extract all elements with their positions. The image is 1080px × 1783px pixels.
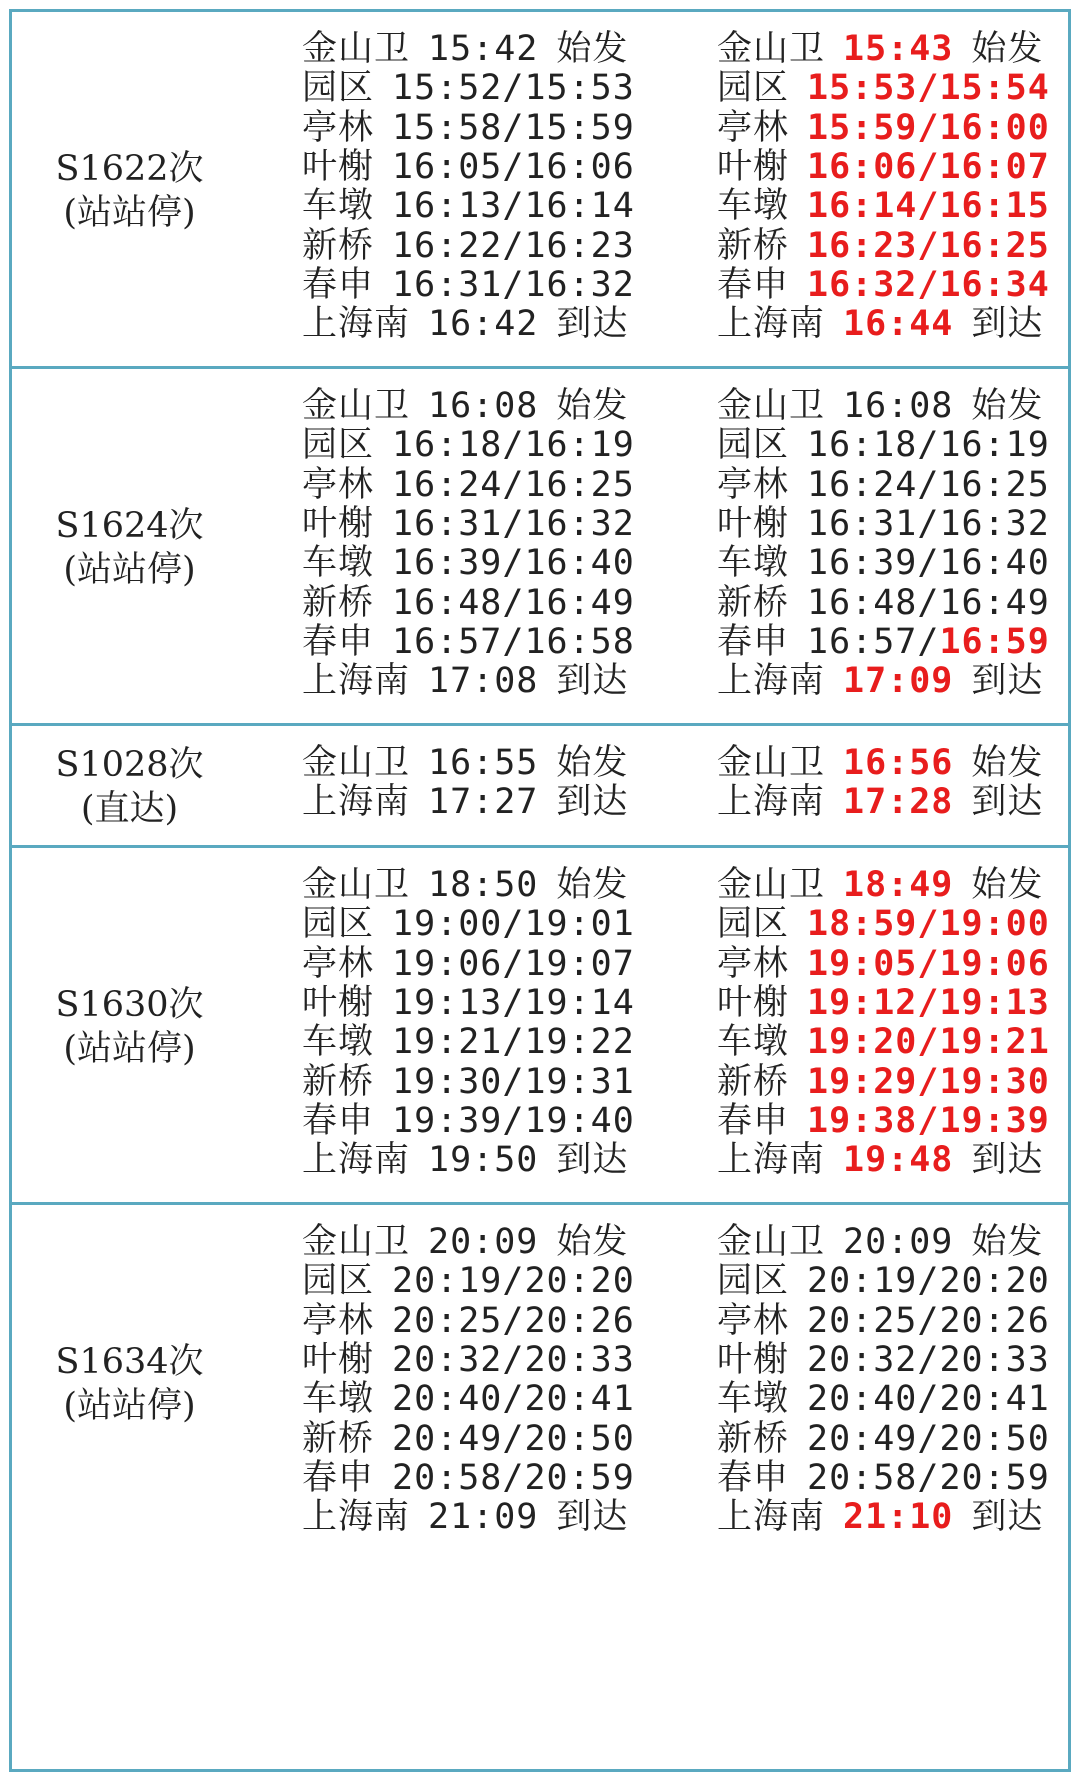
- stop-row: [302, 1377, 635, 1421]
- stop-row: [302, 1299, 635, 1343]
- stop-time: 19:48: [843, 1140, 954, 1181]
- stop-row: [302, 741, 628, 785]
- stop-time: 20:25/20:26: [807, 1300, 1050, 1341]
- train-label: [12, 147, 247, 235]
- stop-row: [302, 780, 628, 824]
- stop-time: 16:56: [843, 743, 954, 783]
- station-name: 新桥: [302, 225, 375, 266]
- station-name: 亭林: [302, 943, 375, 984]
- station-name: 金山卫: [302, 865, 411, 905]
- stop-time: 17:27: [428, 782, 539, 823]
- station-name: 金山卫: [302, 386, 411, 426]
- station-name: 金山卫: [717, 1222, 826, 1262]
- stop-note: 始发: [556, 1222, 629, 1262]
- stop-note: 始发: [556, 865, 629, 905]
- station-name: 春申: [717, 1457, 790, 1498]
- station-name: 金山卫: [717, 29, 826, 69]
- stop-time: 20:09: [843, 1222, 954, 1262]
- stop-time: 15:52/15:53: [392, 68, 635, 109]
- stop-time: 16:55: [428, 743, 539, 783]
- stop-time: 20:40/20:41: [392, 1379, 635, 1420]
- station-name: 亭林: [302, 107, 375, 148]
- station-name: 金山卫: [717, 865, 826, 905]
- stop-time: 16:48/16:49: [807, 582, 1050, 623]
- stop-time: 20:19/20:20: [807, 1261, 1050, 1302]
- stop-time: 20:58/20:59: [807, 1457, 1050, 1498]
- stop-time: 20:58/20:59: [392, 1457, 635, 1498]
- station-name: 亭林: [302, 464, 375, 505]
- stop-time: 18:59/19:00: [807, 904, 1050, 945]
- stop-row: [302, 224, 635, 268]
- station-name: 园区: [302, 425, 375, 466]
- stop-row: [717, 581, 1050, 625]
- stop-row: [717, 1259, 1050, 1303]
- stop-time: 19:00/19:01: [392, 904, 635, 945]
- stop-row: [717, 384, 1043, 428]
- station-name: 新桥: [717, 225, 790, 266]
- station-name: 叶榭: [302, 982, 375, 1023]
- stop-time: 15:53/15:54: [807, 68, 1050, 109]
- stop-time: 19:29/19:30: [807, 1061, 1050, 1102]
- station-name: 新桥: [302, 1418, 375, 1459]
- stop-note: 始发: [556, 386, 629, 426]
- station-name: 车墩: [302, 543, 375, 584]
- stop-time: 21:10: [843, 1497, 954, 1538]
- station-name: 园区: [302, 1261, 375, 1302]
- stop-time: 19:50: [428, 1140, 539, 1181]
- stop-row: [717, 659, 1043, 703]
- stop-row: [302, 66, 635, 110]
- train-label: [12, 983, 247, 1071]
- stop-time: 16:42: [428, 304, 539, 345]
- stop-row: [717, 224, 1050, 268]
- station-name: 金山卫: [302, 743, 411, 783]
- stop-row: [717, 780, 1043, 824]
- stop-note: 始发: [556, 743, 629, 783]
- stop-row: [302, 942, 635, 986]
- stop-note: 到达: [556, 1497, 629, 1538]
- stop-time: 15:59/16:00: [807, 107, 1050, 148]
- stop-row: [717, 1020, 1050, 1064]
- train-section: [12, 1205, 1068, 1562]
- train-type: (站站停): [63, 549, 196, 590]
- stop-row: [717, 741, 1043, 785]
- stop-time: 16:22/16:23: [392, 225, 635, 266]
- station-name: 叶榭: [302, 503, 375, 544]
- stop-time: 19:06/19:07: [392, 943, 635, 984]
- stop-note: 到达: [556, 661, 629, 702]
- stop-time: 15:58/15:59: [392, 107, 635, 148]
- station-name: 园区: [717, 904, 790, 945]
- station-name: 金山卫: [717, 743, 826, 783]
- station-name: 上海南: [302, 1140, 411, 1181]
- stop-row: [717, 27, 1043, 71]
- station-name: 园区: [717, 425, 790, 466]
- stop-time: 17:28: [843, 782, 954, 823]
- stop-time: 16:13/16:14: [392, 186, 635, 227]
- station-name: 园区: [717, 68, 790, 109]
- station-name: 金山卫: [717, 386, 826, 426]
- station-name: 新桥: [302, 582, 375, 623]
- station-name: 春申: [302, 264, 375, 305]
- stop-time: 16:08: [843, 386, 954, 426]
- stop-time: 16:31/16:32: [392, 503, 635, 544]
- stop-row: [302, 1495, 628, 1539]
- stop-row: [302, 384, 628, 428]
- stop-row: [717, 1495, 1043, 1539]
- station-name: 春申: [717, 1100, 790, 1141]
- station-name: 上海南: [302, 782, 411, 823]
- stop-row: [302, 902, 635, 946]
- station-name: 叶榭: [717, 982, 790, 1023]
- stop-row: [717, 1338, 1050, 1382]
- station-name: 园区: [302, 904, 375, 945]
- stop-time-changed: 16:59: [939, 621, 1050, 662]
- stop-row: [302, 1417, 635, 1461]
- stop-time: 20:25/20:26: [392, 1300, 635, 1341]
- stop-time: 20:40/20:41: [807, 1379, 1050, 1420]
- station-name: 车墩: [717, 186, 790, 227]
- stop-time: 16:24/16:25: [807, 464, 1050, 505]
- stop-row: [302, 1220, 628, 1264]
- station-name: 上海南: [302, 661, 411, 702]
- station-name: 春申: [717, 264, 790, 305]
- station-name: 叶榭: [717, 1339, 790, 1380]
- stop-row: [302, 263, 635, 307]
- stop-time: 16:57/: [807, 621, 940, 662]
- stop-row: [717, 463, 1050, 507]
- station-name: 车墩: [302, 186, 375, 227]
- stop-time: 16:57/16:58: [392, 621, 635, 662]
- station-name: 金山卫: [302, 1222, 411, 1262]
- stop-row: [717, 620, 1050, 664]
- train-section: [12, 369, 1068, 726]
- stop-row: [717, 863, 1043, 907]
- stop-row: [302, 620, 635, 664]
- timetable: [9, 9, 1071, 1772]
- stop-time: 16:08: [428, 386, 539, 426]
- station-name: 春申: [302, 621, 375, 662]
- stop-row: [302, 463, 635, 507]
- stop-note: 到达: [556, 304, 629, 345]
- stop-row: [717, 263, 1050, 307]
- stop-note: 到达: [971, 661, 1044, 702]
- station-name: 叶榭: [302, 146, 375, 187]
- stop-time: 20:09: [428, 1222, 539, 1262]
- station-name: 亭林: [717, 943, 790, 984]
- stop-row: [302, 184, 635, 228]
- stop-row: [302, 423, 635, 467]
- stop-note: 到达: [971, 304, 1044, 345]
- stop-row: [717, 981, 1050, 1025]
- stop-row: [717, 106, 1050, 150]
- stop-note: 始发: [971, 1222, 1044, 1262]
- stop-row: [302, 863, 628, 907]
- stop-time: 19:30/19:31: [392, 1061, 635, 1102]
- station-name: 上海南: [717, 304, 826, 345]
- station-name: 新桥: [302, 1061, 375, 1102]
- stop-time: 19:05/19:06: [807, 943, 1050, 984]
- station-name: 车墩: [717, 1022, 790, 1063]
- station-name: 春申: [302, 1457, 375, 1498]
- train-number: S1634次: [55, 1341, 204, 1382]
- station-name: 上海南: [717, 1140, 826, 1181]
- stop-row: [717, 1138, 1043, 1182]
- stop-time: 19:39/19:40: [392, 1100, 635, 1141]
- stop-row: [717, 1099, 1050, 1143]
- stop-time: 20:32/20:33: [392, 1339, 635, 1380]
- stop-time: 16:32/16:34: [807, 264, 1050, 305]
- stop-time: 20:19/20:20: [392, 1261, 635, 1302]
- station-name: 春申: [302, 1100, 375, 1141]
- stop-row: [717, 1060, 1050, 1104]
- stop-row: [302, 1020, 635, 1064]
- stop-row: [302, 1456, 635, 1500]
- train-type: (站站停): [63, 192, 196, 233]
- stop-row: [302, 981, 635, 1025]
- station-name: 叶榭: [302, 1339, 375, 1380]
- stop-time: 16:48/16:49: [392, 582, 635, 623]
- station-name: 叶榭: [717, 503, 790, 544]
- stop-row: [717, 1456, 1050, 1500]
- stop-time: 16:14/16:15: [807, 186, 1050, 227]
- stop-time: 20:49/20:50: [807, 1418, 1050, 1459]
- stop-time: 19:20/19:21: [807, 1022, 1050, 1063]
- stop-row: [717, 1377, 1050, 1421]
- stop-row: [717, 302, 1043, 346]
- station-name: 车墩: [717, 1379, 790, 1420]
- stop-time: 20:49/20:50: [392, 1418, 635, 1459]
- station-name: 新桥: [717, 582, 790, 623]
- stop-note: 始发: [971, 865, 1044, 905]
- station-name: 上海南: [302, 1497, 411, 1538]
- stop-time: 18:50: [428, 865, 539, 905]
- stop-note: 到达: [971, 782, 1044, 823]
- train-number: S1624次: [55, 505, 204, 546]
- stop-row: [302, 502, 635, 546]
- stop-row: [302, 302, 628, 346]
- station-name: 亭林: [717, 1300, 790, 1341]
- stop-time: 19:13/19:14: [392, 982, 635, 1023]
- stop-time: 16:24/16:25: [392, 464, 635, 505]
- station-name: 园区: [717, 1261, 790, 1302]
- stop-note: 到达: [971, 1497, 1044, 1538]
- train-label: [12, 743, 247, 831]
- stop-time: 16:06/16:07: [807, 146, 1050, 187]
- stop-row: [717, 145, 1050, 189]
- stop-time: 16:05/16:06: [392, 146, 635, 187]
- stop-row: [717, 1417, 1050, 1461]
- stop-time: 19:21/19:22: [392, 1022, 635, 1063]
- stop-time: 19:38/19:39: [807, 1100, 1050, 1141]
- train-label: [12, 504, 247, 592]
- station-name: 车墩: [302, 1379, 375, 1420]
- stop-row: [302, 541, 635, 585]
- train-section: [12, 12, 1068, 369]
- stop-time: 17:08: [428, 661, 539, 702]
- stop-time: 16:44: [843, 304, 954, 345]
- stop-note: 始发: [971, 386, 1044, 426]
- stop-time: 18:49: [843, 865, 954, 905]
- train-type: (站站停): [63, 1028, 196, 1069]
- stop-time: 16:18/16:19: [392, 425, 635, 466]
- stop-row: [717, 502, 1050, 546]
- stop-time: 16:23/16:25: [807, 225, 1050, 266]
- stop-row: [302, 581, 635, 625]
- station-name: 新桥: [717, 1061, 790, 1102]
- station-name: 上海南: [717, 661, 826, 702]
- station-name: 春申: [717, 621, 790, 662]
- stop-note: 到达: [556, 782, 629, 823]
- stop-row: [717, 184, 1050, 228]
- stop-note: 到达: [556, 1140, 629, 1181]
- station-name: 金山卫: [302, 29, 411, 69]
- stop-time: 21:09: [428, 1497, 539, 1538]
- stop-row: [717, 1299, 1050, 1343]
- stop-time: 16:31/16:32: [392, 264, 635, 305]
- stop-time: 15:42: [428, 29, 539, 69]
- station-name: 亭林: [302, 1300, 375, 1341]
- station-name: 上海南: [302, 304, 411, 345]
- stop-row: [302, 1060, 635, 1104]
- station-name: 车墩: [302, 1022, 375, 1063]
- stop-time: 16:18/16:19: [807, 425, 1050, 466]
- stop-note: 到达: [971, 1140, 1044, 1181]
- stop-row: [717, 66, 1050, 110]
- stop-time: 16:31/16:32: [807, 503, 1050, 544]
- stop-row: [717, 423, 1050, 467]
- train-number: S1028次: [55, 745, 204, 785]
- stop-time: 16:39/16:40: [392, 543, 635, 584]
- train-section: [12, 848, 1068, 1205]
- stop-time: 16:39/16:40: [807, 543, 1050, 584]
- stop-row: [717, 942, 1050, 986]
- stop-time: 15:43: [843, 29, 954, 69]
- station-name: 上海南: [717, 782, 826, 823]
- station-name: 上海南: [717, 1497, 826, 1538]
- station-name: 车墩: [717, 543, 790, 584]
- train-label: [12, 1340, 247, 1428]
- station-name: 叶榭: [717, 146, 790, 187]
- train-type: (站站停): [63, 1385, 196, 1426]
- stop-note: 始发: [971, 743, 1044, 783]
- stop-row: [717, 541, 1050, 585]
- train-number: S1622次: [55, 148, 204, 189]
- stop-row: [717, 902, 1050, 946]
- stop-row: [302, 1138, 628, 1182]
- stop-time: 20:32/20:33: [807, 1339, 1050, 1380]
- stop-row: [302, 659, 628, 703]
- station-name: 亭林: [717, 464, 790, 505]
- stop-row: [302, 106, 635, 150]
- stop-row: [302, 145, 635, 189]
- station-name: 亭林: [717, 107, 790, 148]
- station-name: 园区: [302, 68, 375, 109]
- stop-time: 19:12/19:13: [807, 982, 1050, 1023]
- train-number: S1630次: [55, 984, 204, 1025]
- station-name: 新桥: [717, 1418, 790, 1459]
- stop-note: 始发: [556, 29, 629, 69]
- stop-row: [302, 1099, 635, 1143]
- stop-row: [717, 1220, 1043, 1264]
- stop-row: [302, 27, 628, 71]
- stop-row: [302, 1259, 635, 1303]
- train-type: (直达): [80, 789, 179, 829]
- train-section: [12, 726, 1068, 848]
- stop-time: 17:09: [843, 661, 954, 702]
- stop-row: [302, 1338, 635, 1382]
- stop-note: 始发: [971, 29, 1044, 69]
